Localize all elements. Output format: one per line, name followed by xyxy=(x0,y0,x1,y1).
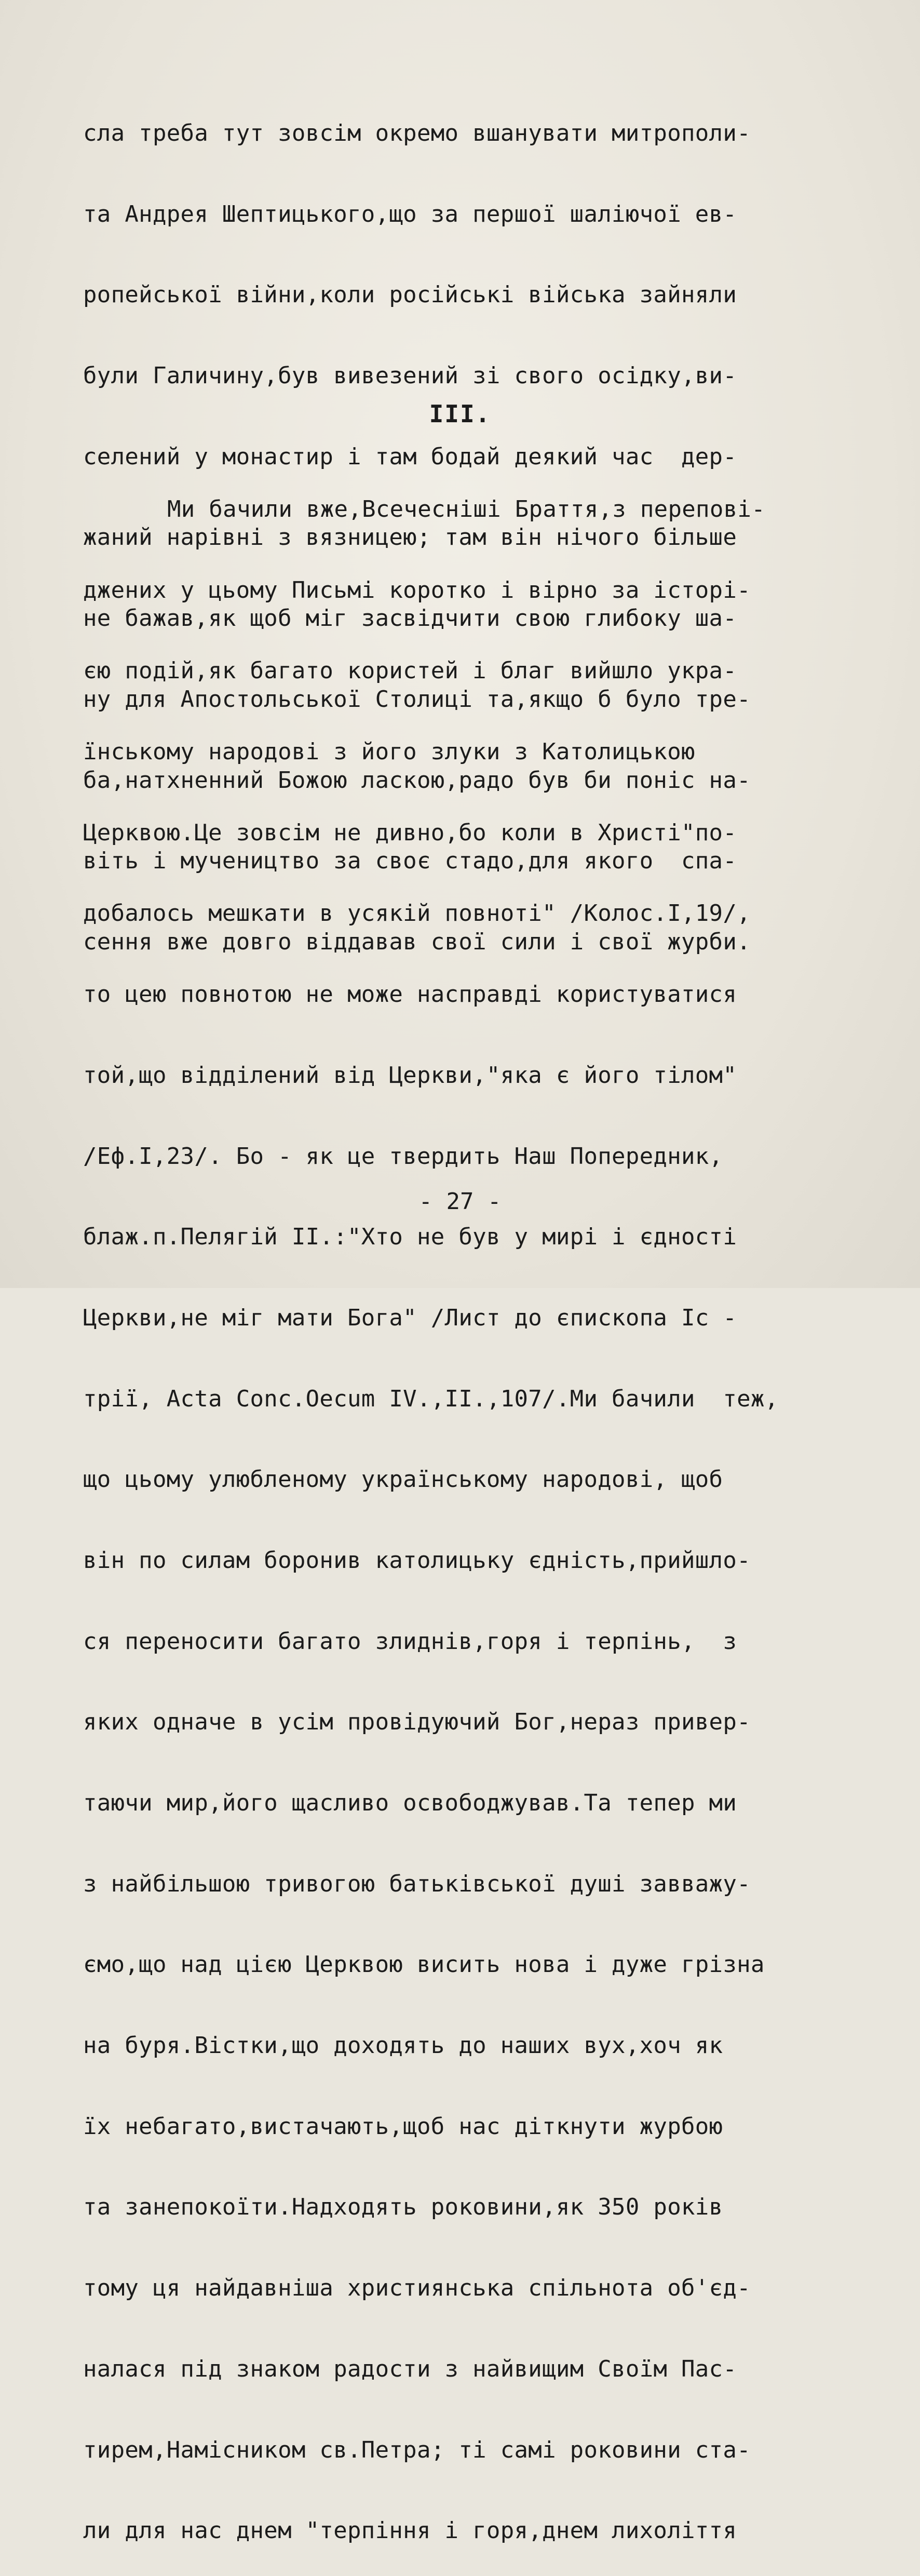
text-line: ну для Апостольської Столиці та,якщо б було тре- xyxy=(83,686,751,713)
text-line: на буря.Вістки,що доходять до наших вух,хоч як xyxy=(83,2032,723,2059)
text-line: /Еф.І,23/. Бо - як це твердить Наш Попередник, xyxy=(83,1143,723,1170)
text-line: єю подій,як багато користей і благ вийшло укра- xyxy=(83,658,737,685)
text-line: Церкви,не міг мати Бога" /Лист до єпископа Іс - xyxy=(83,1304,737,1331)
text-line: тому ця найдавніша християнська спільнота об'єд- xyxy=(83,2275,751,2302)
text-line: то цею повнотою не може насправді користуватися xyxy=(83,981,737,1008)
text-line: ба,натхненний Божою ласкою,радо був би поніс на- xyxy=(83,767,751,794)
text-line: ли для нас днем "терпіння і горя,днем лихоліття xyxy=(83,2517,737,2544)
text-line: яких одначе в усім провідуючий Бог,нераз привер- xyxy=(83,1709,751,1736)
text-line: Церквою.Це зовсім не дивно,бо коли в Христі"по- xyxy=(83,819,737,846)
text-line: сла треба тут зовсім окремо вшанувати митрополи- xyxy=(83,120,751,146)
text-line: віть і мучеництво за своє стадо,для якого спа- xyxy=(83,848,737,875)
text-line: та занепокоїти.Надходять роковини,як 350 років xyxy=(83,2194,723,2221)
text-line: ропейської війни,коли російські війська зайняли xyxy=(83,281,737,308)
text-line: та Андрея Шептицького,що за першої шаліючої ев- xyxy=(83,200,737,227)
text-line: трії, Acta Conc.Oecum IV.,II.,107/.Ми бачили теж, xyxy=(83,1385,779,1412)
text-line: селений у монастир і там бодай деякий час дер- xyxy=(83,443,737,470)
text-line: їнському народові з його злуки з Католицькою xyxy=(83,739,695,766)
text-line-first: Ми бачили вже,Всечесніші Браття,з перепові- xyxy=(167,496,765,522)
text-line: він по силам боронив католицьку єдність,прийшло- xyxy=(83,1547,751,1574)
text-line: ємо,що над цією Церквою висить нова і дуже грізна xyxy=(83,1951,765,1978)
text-line: таючи мир,його щасливо освободжував.Та тепер ми xyxy=(83,1790,737,1816)
text-line: що цьому улюбленому українському народові, щоб xyxy=(83,1466,723,1493)
text-line: джених у цьому Письмі коротко і вірно за історі- xyxy=(83,576,751,603)
page-number: - 27 - xyxy=(418,1188,502,1215)
text-line: добалось мешкати в усякій повноті" /Колос.І,19/, xyxy=(83,900,751,927)
text-line: блаж.п.Пелягій ІІ.:"Хто не був у мирі і єдності xyxy=(83,1224,737,1251)
text-line: з найбільшою тривогою батьківської душі завважу- xyxy=(83,1870,751,1897)
section-heading: ІІІ. xyxy=(429,400,491,428)
text-line: не бажав,як щоб міг засвідчити свою глибоку ша- xyxy=(83,605,737,632)
text-line: їх небагато,вистачають,щоб нас діткнути журбою xyxy=(83,2113,723,2140)
paragraph-2 xyxy=(83,442,872,2576)
text-line: тирем,Намісником св.Петра; ті самі роковини ста- xyxy=(83,2436,751,2463)
text-line: сення вже довго віддавав свої сили і свої журби. xyxy=(83,928,751,955)
text-line: налася під знаком радости з найвищим Своїм Пас- xyxy=(83,2355,737,2382)
text-line: ся переносити багато злиднів,горя і терпінь, з xyxy=(83,1628,737,1655)
text-line: були Галичину,був вивезений зі свого осідку,ви- xyxy=(83,363,737,390)
text-line: той,що відділений від Церкви,"яка є його тілом" xyxy=(83,1062,737,1089)
text-line: жаний нарівні з вязницею; там він нічого більше xyxy=(83,524,737,551)
